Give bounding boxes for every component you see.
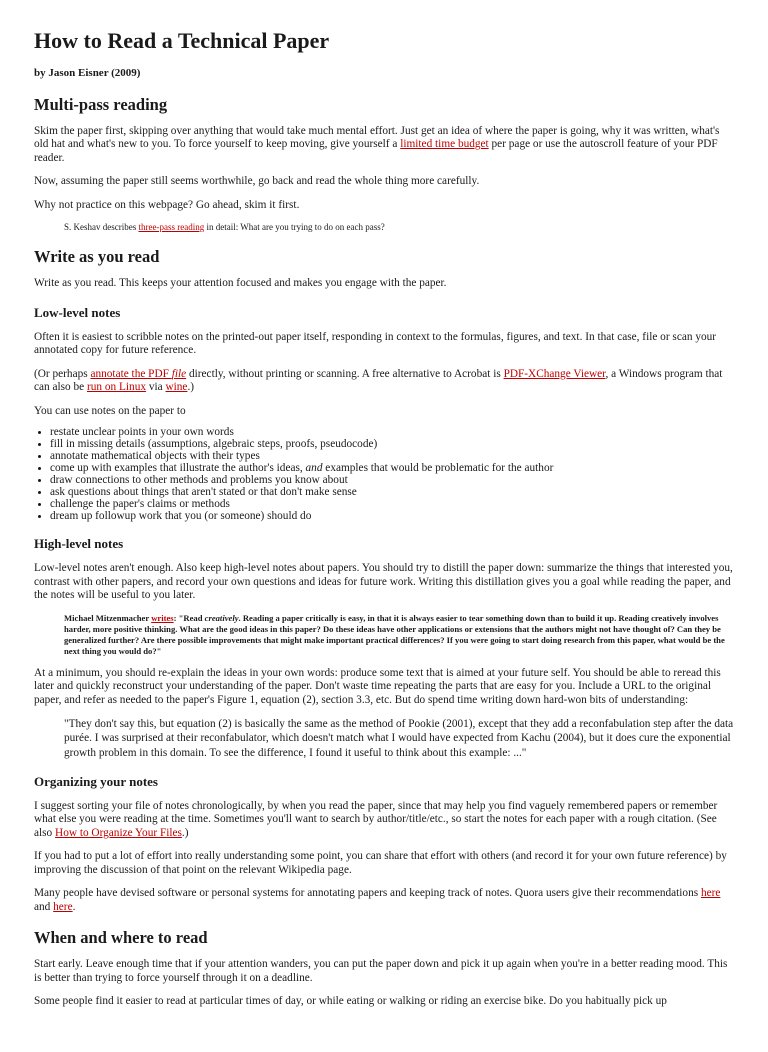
paragraph: Start early. Leave enough time that if your attention wanders, you can put the paper down and pick it up again when you're in a better reading mood. This is better than trying to force yourself through it on a deadline.	[34, 958, 728, 984]
list-item: • come up with examples that illustrate the author's ideas, and examples that would be problematic for the author	[50, 462, 734, 474]
paragraph: Now, assuming the paper still seems worthwhile, go back and read the whole thing more carefully.	[34, 175, 480, 187]
list-item: • ask questions about things that aren't stated or that don't make sense	[50, 486, 734, 498]
notes-uses-list	[34, 426, 734, 522]
paragraph: Skim the paper first, skipping over anything that would take much mental effort. Just get an idea of where the paper is going, why it was written, what's old hat and what's new to you. To force yourself to keep moving, give yourself a limited time budget per page or use the autoscroll feature of your PDF reader.	[34, 124, 720, 164]
list-item: • dream up followup work that you (or someone) should do	[50, 510, 734, 522]
paragraph: Often it is easiest to scribble notes on the printed-out paper itself, responding in context to the formulas, figures, and text. In that case, file or scan your annotated copy for future reference.	[34, 330, 717, 356]
run-on-linux-link[interactable]: run on Linux	[87, 381, 147, 393]
writes-link[interactable]: writes	[151, 612, 174, 623]
paragraph: You can use notes on the paper to	[34, 404, 186, 417]
paragraph: (Or perhaps annotate the PDF file directly, without printing or scanning. A free alternative to Acrobat is PDF-XChange Viewer, a Windows program that can also be run on Linux via wine.)	[34, 367, 723, 393]
section-heading-high-level-notes: High-level notes	[34, 536, 124, 551]
section-heading-low-level-notes: Low-level notes	[34, 304, 121, 320]
quora-here-link-2[interactable]: here	[53, 900, 73, 913]
paragraph: Many people have devised software or personal systems for annotating papers and keeping track of notes. Quora users give their recommendations here and here.	[34, 887, 721, 913]
keshav-note: S. Keshav describes three-pass reading in detail: What are you trying to do on each pass?	[64, 222, 385, 232]
quora-here-link-1[interactable]: here	[700, 887, 721, 900]
list-item: • fill in missing details (assumptions, algebraic steps, proofs, pseudocode)	[50, 438, 734, 450]
wine-link[interactable]: wine	[165, 381, 188, 393]
section-heading-write-as-you-read: Write as you read	[34, 247, 160, 266]
page-title: How to Read a Technical Paper	[34, 28, 330, 53]
paragraph: If you had to put a lot of effort into really understanding some point, you can share that effort with others (and record it for your own future reference) by improving the discussion of that point on the relevant Wikipedia page.	[34, 850, 727, 876]
paragraph: Why not practice on this webpage? Go ahead, skim it first.	[34, 198, 300, 211]
paragraph: Some people find it easier to read at particular times of day, or while eating or walking or riding an exercise bike. Do you habitually pick up	[34, 995, 667, 1008]
pdf-xchange-link[interactable]: PDF-XChange Viewer	[503, 367, 606, 380]
section-heading-multi-pass: Multi-pass reading	[34, 94, 168, 114]
list-item: • draw connections to other methods and problems you know about	[50, 474, 734, 486]
three-pass-reading-link[interactable]: three-pass reading	[138, 222, 205, 232]
organize-files-link[interactable]: How to Organize Your Files	[55, 826, 182, 839]
list-item: • challenge the paper's claims or methods	[50, 498, 734, 510]
section-heading-when-where: When and where to read	[34, 928, 208, 948]
section-heading-organizing-notes: Organizing your notes	[34, 773, 158, 789]
byline: by Jason Eisner (2009)	[34, 67, 141, 79]
mitzenmacher-quote: Michael Mitzenmacher writes: "Read creatively. Reading a paper critically is easy, in that it is always easier to tear something down than to build it up. Reading creatively involves harder, more positive thinking. What are the good ideas in this paper? Do these ideas have other applications or extensions that the authors might not have thought of? Can they be generalized further? Are there possible improvements that might make important practical differences? If you were going to start doing research from this paper, what would be the next thing you would do?"	[64, 612, 725, 656]
paragraph: Write as you read. This keeps your attention focused and makes you engage with the paper.	[34, 277, 447, 289]
article	[0, 28, 768, 1009]
limited-time-budget-link[interactable]: limited time budget	[400, 138, 489, 150]
annotate-pdf-link[interactable]: annotate the PDF file	[90, 367, 187, 380]
paragraph: I suggest sorting your file of notes chronologically, by when you read the paper, since that may help you find vaguely remembered papers or remember what else you were reading at the time. Sometimes you'll want to search by author/title/etc., so start the notes for each paper with a rough citation. (See also How to Organize Your Files.)	[34, 799, 718, 839]
list-item: • restate unclear points in your own words	[50, 426, 734, 438]
paragraph: Low-level notes aren't enough. Also keep high-level notes about papers. You should try to distill the paper down: summarize the things that interested you, contrast with other papers, and record your own questions and ideas for future work. Writing this distillation gives you a goal while reading the paper, and the notes will be useful to you later.	[34, 562, 733, 601]
example-quote: "They don't say this, but equation (2) is basically the same as the method of Pookie (2001), except that they add a reconfabulation step after the data purée. I was surprised at their reconfabulator, which doesn't match what I would have expected from Kachu (2004), but it does cure the exponential growth problem in this domain. To see the difference, I found it useful to think about this example: ..."	[64, 718, 734, 759]
list-item: • annotate mathematical objects with their types	[50, 450, 734, 462]
paragraph: At a minimum, you should re-explain the ideas in your own words: produce some text that is aimed at your future self. You should be able to reread this later and quickly reconstruct your understanding of the paper. Don't waste time repeating the parts that are easy for you. Include a URL to the original paper, and refer as needed to the paper's Figure 1, equation (2), section 3.3, etc. But do spend time writing down hard-won bits of understanding:	[34, 666, 721, 706]
